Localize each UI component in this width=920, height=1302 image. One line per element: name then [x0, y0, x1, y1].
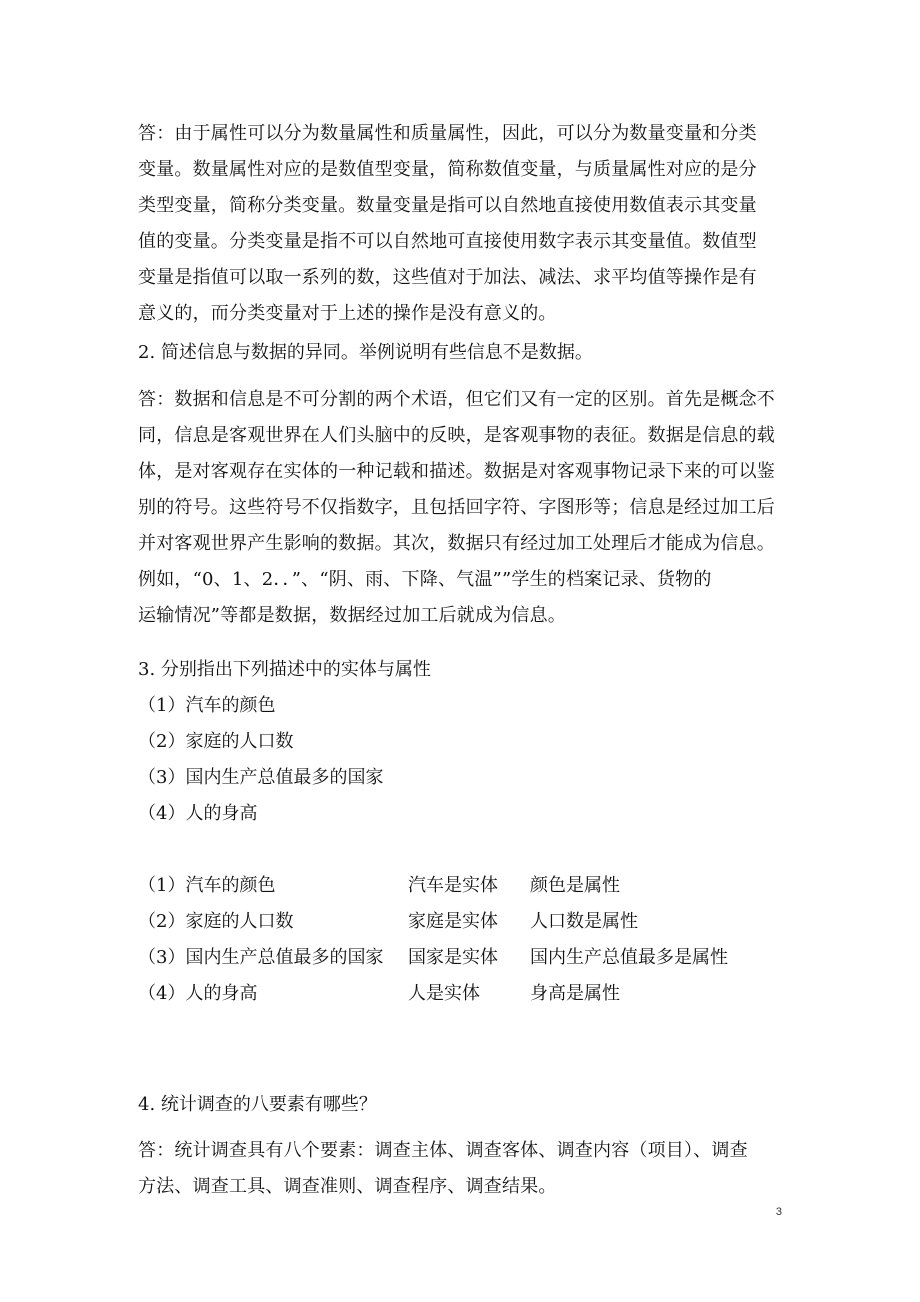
answer-1-line: 变量。数量属性对应的是数值型变量，简称数值变量，与质量属性对应的是分 — [138, 159, 757, 180]
question-3-item: （1）汽车的颜色 — [138, 695, 276, 716]
answer-3-attribute: 国内生产总值最多是属性 — [530, 947, 728, 968]
answer-2-line: 同，信息是客观世界在人们头脑中的反映，是客观事物的表征。数据是信息的载 — [138, 425, 775, 446]
answer-1-line: 答：由于属性可以分为数量属性和质量属性，因此，可以分为数量变量和分类 — [138, 123, 757, 144]
answer-1-line: 变量是指值可以取一系列的数，这些值对于加法、减法、求平均值等操作是有 — [138, 267, 757, 288]
answer-4-line: 方法、调查工具、调查准则、调查程序、调查结果。 — [138, 1176, 557, 1197]
answer-3-item: （3）国内生产总值最多的国家 — [138, 947, 384, 968]
page-number: 3 — [775, 1206, 782, 1218]
answer-3-attribute: 颜色是属性 — [530, 875, 620, 896]
answer-2-paragraph — [138, 382, 788, 634]
answer-2-line: 并对客观世界产生影响的数据。其次，数据只有经过加工处理后才能成为信息。 — [138, 533, 775, 554]
answer-3-attribute: 身高是属性 — [530, 983, 620, 1004]
question-3-item: （3）国内生产总值最多的国家 — [138, 767, 384, 788]
answer-4-paragraph — [138, 1133, 788, 1205]
answer-3-entity: 家庭是实体 — [408, 911, 498, 932]
answer-1-line: 意义的，而分类变量对于上述的操作是没有意义的。 — [138, 303, 557, 324]
answer-3-entity: 国家是实体 — [408, 947, 498, 968]
answer-3-entity: 人是实体 — [408, 983, 480, 1004]
answer-1-paragraph — [138, 116, 788, 332]
answer-4-line: 答：统计调查具有八个要素：调查主体、调查客体、调查内容（项目）、调查 — [138, 1140, 748, 1161]
answer-3-attribute: 人口数是属性 — [530, 911, 638, 932]
answer-2-line: 答：数据和信息是不可分割的两个术语，但它们又有一定的区别。首先是概念不 — [138, 389, 775, 410]
answer-2-line: 运输情况”等都是数据，数据经过加工后就成为信息。 — [138, 605, 566, 626]
question-3-item: （4）人的身高 — [138, 803, 258, 824]
question-2-title: 2. 简述信息与数据的异同。举例说明有些信息不是数据。 — [138, 342, 593, 363]
answer-2-line: 体，是对客观存在实体的一种记载和描述。数据是对客观事物记录下来的可以鉴 — [138, 461, 775, 482]
answer-1-line: 值的变量。分类变量是指不可以自然地可直接使用数字表示其变量值。数值型 — [138, 231, 757, 252]
answer-2-line: 例如，“0、1、2．．”、“阴、雨、下降、气温””学生的档案记录、货物的 — [138, 569, 712, 590]
answer-2-line: 别的符号。这些符号不仅指数字，且包括回字符、字图形等；信息是经过加工后 — [138, 497, 775, 518]
answer-3-item: （4）人的身高 — [138, 983, 258, 1004]
answer-3-entity: 汽车是实体 — [408, 875, 498, 896]
answer-1-line: 类型变量，简称分类变量。数量变量是指可以自然地直接使用数值表示其变量 — [138, 195, 757, 216]
question-4-title: 4. 统计调查的八要素有哪些？ — [138, 1094, 377, 1115]
question-3-item: （2）家庭的人口数 — [138, 731, 294, 752]
answer-3-item: （2）家庭的人口数 — [138, 911, 294, 932]
question-3-title: 3. 分别指出下列描述中的实体与属性 — [138, 659, 431, 680]
answer-3-item: （1）汽车的颜色 — [138, 875, 276, 896]
